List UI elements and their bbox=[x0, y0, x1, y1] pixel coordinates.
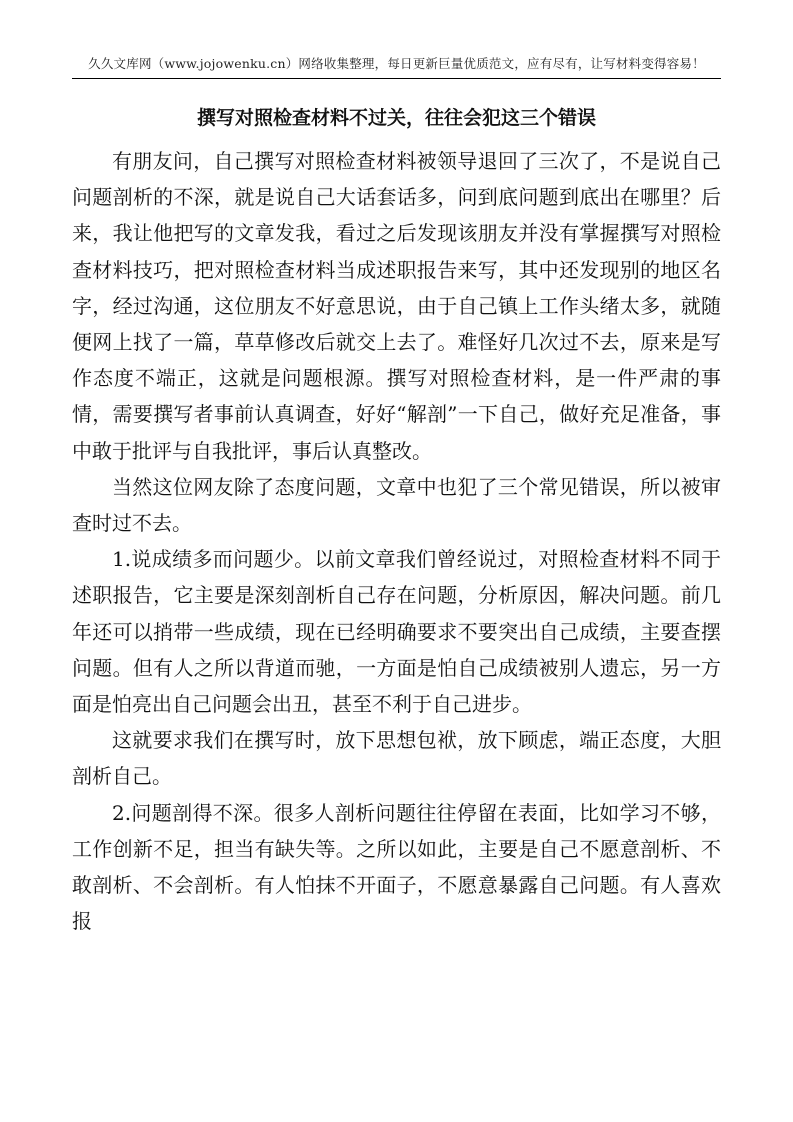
body-paragraph: 2.问题剖得不深。很多人剖析问题往往停留在表面，比如学习不够，工作创新不足，担当有缺失等。之所以如此，主要是自己不愿意剖析、不敢剖析、不会剖析。有人怕抹不开面子，不愿意暴露自己问题。有人喜欢报 bbox=[72, 800, 721, 934]
body-paragraph: 这就要求我们在撰写时，放下思想包袱，放下顾虑，端正态度，大胆剖析自己。 bbox=[72, 728, 721, 789]
document-title: 撰写对照检查材料不过关，往往会犯这三个错误 bbox=[196, 107, 596, 129]
document-body bbox=[72, 143, 721, 939]
header-divider bbox=[72, 78, 721, 79]
body-paragraph: 当然这位网友除了态度问题，文章中也犯了三个常见错误，所以被审查时过不去。 bbox=[72, 474, 721, 536]
body-paragraph: 1.说成绩多而问题少。以前文章我们曾经说过，对照检查材料不同于述职报告，它主要是深刻剖析自己存在问题，分析原因，解决问题。前几年还可以捎带一些成绩，现在已经明确要求不要突出自己成绩，主要查摆问题。但有人之所以背道而驰，一方面是怕自己成绩被别人遗忘，另一方面是怕亮出自己问题会出丑，甚至不利于自己进步。 bbox=[72, 547, 721, 717]
body-paragraph: 有朋友问，自己撰写对照检查材料被领导退回了三次了，不是说自己问题剖析的不深，就是说自己大话套话多，问到底问题到底出在哪里？后来，我让他把写的文章发我，看过之后发现该朋友并没有掌握撰写对照检查材料技巧，把对照检查材料当成述职报告来写，其中还发现别的地区名字，经过沟通，这位朋友不好意思说，由于自己镇上工作头绪太多，就随便网上找了一篇，草草修改后就交上去了。难怪好几次过不去，原来是写作态度不端正，这就是问题根源。撰写对照检查材料，是一件严肃的事情，需要撰写者事前认真调查，好好“解剖”一下自己，做好充足准备，事中敢于批评与自我批评，事后认真整改。 bbox=[72, 149, 721, 463]
page-header: 久久文库网（www.jojowenku.cn）网络收集整理，每日更新巨量优质范文，应有尽有，让写材料变得容易！ bbox=[88, 56, 705, 71]
